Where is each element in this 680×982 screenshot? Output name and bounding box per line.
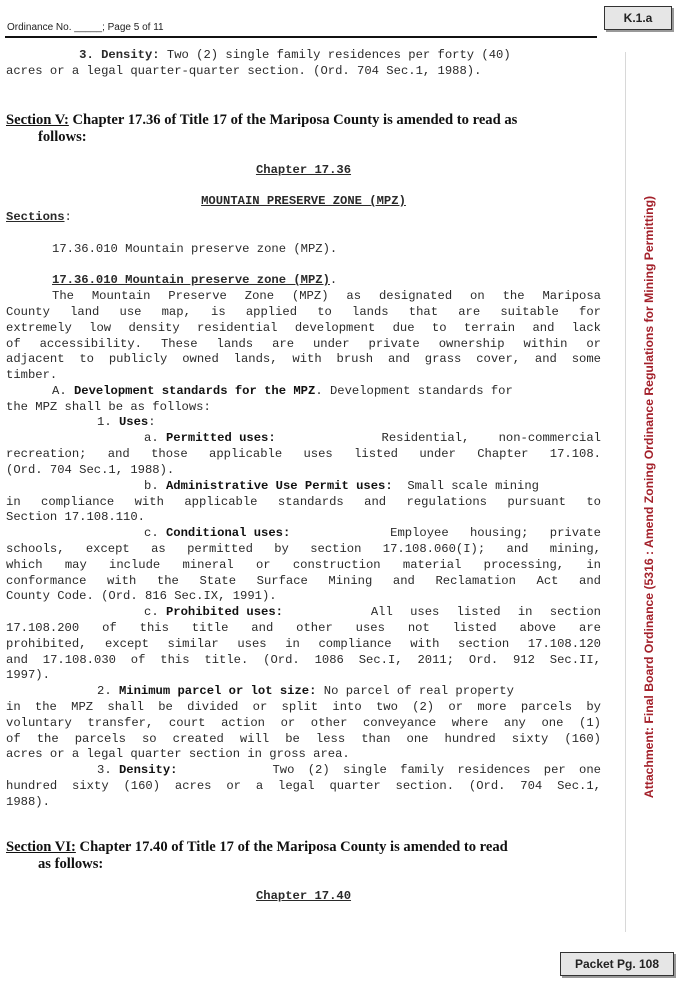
header-rule	[5, 36, 597, 38]
density-mpz-line: hundred sixty (160) acres or a legal quarter section. (Ord. 704 Sec.1,	[6, 779, 601, 793]
conditional-uses-line	[144, 526, 601, 542]
permitted-uses-row	[144, 431, 601, 447]
admin-use-permit-line: Section 17.108.110.	[6, 510, 145, 524]
admin-label: Administrative Use Permit uses:	[165, 479, 393, 493]
heading-period: .	[329, 273, 338, 287]
conditional-text: Employee housing; private	[390, 526, 601, 540]
sections-label-text: Sections	[6, 210, 65, 224]
a-label: Development standards for the MPZ	[73, 384, 316, 398]
chapter-1740-title	[6, 889, 601, 905]
prohibited-label: Prohibited uses:	[165, 605, 283, 619]
density-line-1	[6, 48, 601, 64]
prohibited-uses-lead	[144, 605, 283, 621]
conditional-uses-line: which may include mineral or construction material processing, in	[6, 558, 601, 572]
chapter-1736-text: Chapter 17.36	[255, 163, 352, 177]
min-text: No parcel of real property	[316, 684, 514, 698]
ordinance-page-header: Ordinance No. _____; Page 5 of 11	[7, 22, 164, 33]
section-1736010-heading	[52, 273, 647, 289]
permitted-uses-lead	[144, 431, 276, 447]
development-standards-line	[52, 384, 647, 400]
conditional-uses-lead	[144, 526, 290, 542]
density-mpz-line	[97, 763, 601, 779]
uses-colon: :	[148, 415, 156, 429]
min-label: Minimum parcel or lot size:	[118, 684, 317, 698]
section-1736010-text: 17.36.010 Mountain preserve zone (MPZ)	[52, 273, 330, 287]
section-vi-heading	[6, 839, 606, 856]
admin-use-permit-line	[144, 479, 680, 495]
density-mpz-label: Density:	[118, 763, 178, 777]
uses-heading	[97, 415, 680, 431]
section-v-heading	[6, 112, 606, 129]
agenda-item-badge: K.1.a	[604, 6, 672, 30]
prohibited-prefix: c.	[144, 605, 166, 619]
packet-page-badge: Packet Pg. 108	[560, 952, 674, 976]
min-prefix: 2.	[97, 684, 119, 698]
mpz-paragraph-line: The Mountain Preserve Zone (MPZ) as designated on the Mariposa	[52, 289, 601, 303]
sections-label	[6, 210, 601, 226]
density-mpz-row	[97, 763, 601, 779]
conditional-uses-row	[144, 526, 601, 542]
a-text: . Development standards for	[315, 384, 513, 398]
permitted-uses-line	[144, 431, 601, 447]
prohibited-uses-line: and 17.108.030 of this title. (Ord. 1086 Sec.I, 2011; Ord. 912 Sec.II,	[6, 653, 601, 667]
density-text: Two (2) single family residences per forty (40)	[159, 48, 511, 62]
density-label: 3. Density:	[79, 48, 160, 62]
mpz-paragraph-line: adjacent to publicly owned lands, with brush and grass cover, and some	[6, 352, 601, 366]
density-mpz-prefix: 3.	[97, 763, 119, 777]
conditional-prefix: c.	[144, 526, 166, 540]
permitted-uses-line: (Ord. 704 Sec.1, 1988).	[6, 463, 175, 477]
density-mpz-lead	[97, 763, 177, 779]
sections-colon: :	[64, 210, 72, 224]
prohibited-uses-row	[144, 605, 601, 621]
density-mpz-line: 1988).	[6, 795, 50, 809]
prohibited-uses-line	[144, 605, 601, 621]
conditional-uses-line: conformance with the State Surface Mining and Reclamation Act and	[6, 574, 601, 588]
chapter-1736-title	[6, 163, 601, 179]
mpz-title-text: MOUNTAIN PRESERVE ZONE (MPZ)	[201, 194, 406, 208]
permitted-text: Residential, non-commercial	[381, 431, 601, 445]
toc-entry: 17.36.010 Mountain preserve zone (MPZ).	[52, 242, 338, 256]
mpz-paragraph-line: extremely low density residential development due to terrain and lack	[6, 321, 601, 335]
prohibited-text: All uses listed in section	[370, 605, 601, 619]
section-vi-label: Section VI:	[6, 839, 76, 855]
mpz-paragraph-line: of accessibility. These lands are under private ownership within or	[6, 337, 601, 351]
minimum-parcel-line	[97, 684, 680, 700]
minimum-parcel-line: voluntary transfer, court action or other conveyance where any one (1)	[6, 716, 601, 730]
mpz-paragraph-line: County land use map, is applied to lands that are suitable for	[6, 305, 601, 319]
section-vi-text: Chapter 17.40 of Title 17 of the Mariposa County is amended to read	[75, 839, 508, 855]
conditional-uses-line: County Code. (Ord. 816 Sec.IX, 1991).	[6, 589, 277, 603]
conditional-label: Conditional uses:	[165, 526, 291, 540]
prohibited-uses-line: 1997).	[6, 668, 50, 682]
minimum-parcel-line: acres or a legal quarter section in gross area.	[6, 747, 350, 761]
minimum-parcel-line: in the MPZ shall be divided or split into two (2) or more parcels by	[6, 700, 601, 714]
prohibited-uses-line: 17.108.200 of this title and other uses not listed above are	[6, 621, 601, 635]
section-v-text: Chapter 17.36 of Title 17 of the Mariposa County is amended to read as	[68, 112, 518, 128]
mpz-title	[6, 194, 601, 210]
uses-label: Uses	[118, 415, 149, 429]
section-vi-heading-2: as follows:	[38, 856, 104, 872]
density-line-2: acres or a legal quarter-quarter section. (Ord. 704 Sec.1, 1988).	[6, 64, 482, 78]
mpz-paragraph-line: timber.	[6, 368, 58, 382]
attachment-side-label: Attachment: Final Board Ordinance (5316 : Amend Zoning Ordinance Regulations for Mining Permitting)	[642, 195, 656, 799]
admin-prefix: b.	[144, 479, 166, 493]
uses-prefix: 1.	[97, 415, 119, 429]
a-prefix: A.	[52, 384, 74, 398]
permitted-prefix: a.	[144, 431, 166, 445]
density-mpz-text: Two (2) single family residences per one	[272, 763, 601, 777]
chapter-1740-text: Chapter 17.40	[255, 889, 352, 903]
admin-use-permit-line: in compliance with applicable standards and regulations pursuant to	[6, 495, 601, 509]
section-v-heading-2: follows:	[38, 129, 87, 145]
admin-text: Small scale mining	[392, 479, 539, 493]
development-standards-line-2: the MPZ shall be as follows:	[6, 400, 211, 414]
permitted-uses-line: recreation; and those applicable uses listed under Chapter 17.108.	[6, 447, 601, 461]
section-v-label: Section V:	[6, 112, 69, 128]
permitted-label: Permitted uses:	[165, 431, 276, 445]
conditional-uses-line: schools, except as permitted by section 17.108.060(I); and mining,	[6, 542, 601, 556]
prohibited-uses-line: prohibited, except similar uses in compliance with section 17.108.120	[6, 637, 601, 651]
minimum-parcel-line: of the parcels so created will be less than one hundred sixty (160)	[6, 732, 601, 746]
